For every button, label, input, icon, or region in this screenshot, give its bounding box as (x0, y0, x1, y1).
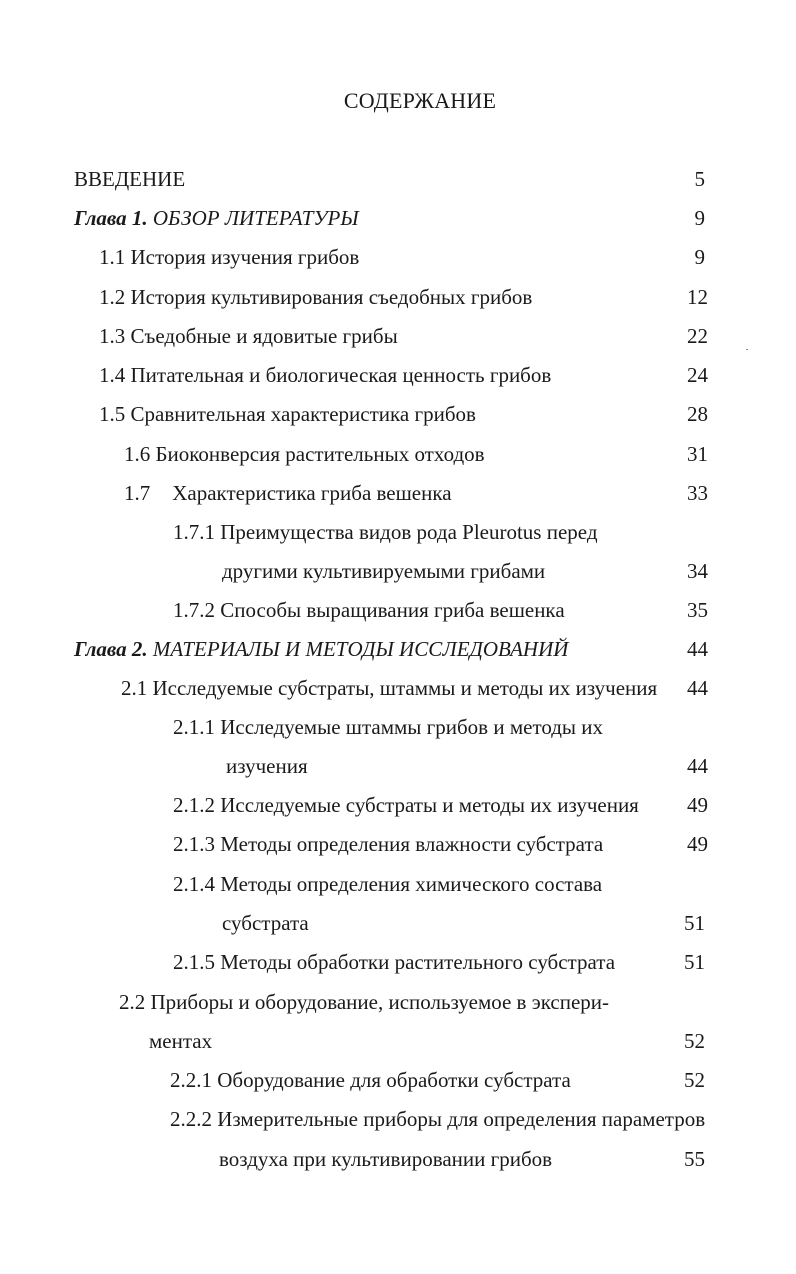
toc-entry-2-1-3: 2.1.3 Методы определения влажности субстрата (173, 832, 604, 856)
toc-entry-2-2-1: 2.2.1 Оборудование для обработки субстрата (170, 1068, 571, 1092)
toc-entry-2-1-4: 2.1.4 Методы определения химического состава (173, 872, 603, 896)
toc-entry-2-1-4-cont: субстрата (222, 911, 309, 935)
page-title: СОДЕРЖАНИЕ (343, 88, 497, 113)
toc-entry-1-1: 1.1 История изучения грибов (99, 245, 360, 269)
section-1-7-title: Характеристика гриба вешенка (172, 481, 452, 505)
toc-page-1-5: 28 (687, 402, 708, 426)
toc-page-1-3: 22 (687, 324, 708, 348)
toc-entry-1-4: 1.4 Питательная и биологическая ценность грибов (99, 363, 552, 387)
toc-entry-1-2: 1.2 История культивирования съедобных грибов (99, 285, 533, 309)
toc-entry-1-7-1: 1.7.1 Преимущества видов рода Pleurotus перед (173, 520, 598, 544)
toc-entry-1-7-2: 1.7.2 Способы выращивания гриба вешенка (173, 598, 565, 622)
toc-entry-2-1-1: 2.1.1 Исследуемые штаммы грибов и методы их (173, 715, 604, 739)
toc-entry-2-2-2-cont: воздуха при культивировании грибов (219, 1147, 553, 1171)
toc-entry-1-5: 1.5 Сравнительная характеристика грибов (99, 402, 476, 426)
toc-page-2-2-1: 52 (684, 1068, 705, 1092)
toc-entry-2-1-1-cont: изучения (226, 754, 308, 778)
toc-entry-1-6: 1.6 Биоконверсия растительных отходов (124, 442, 485, 466)
section-1-7-number: 1.7 (124, 481, 151, 505)
toc-entry-intro: ВВЕДЕНИЕ (74, 167, 186, 191)
toc-page-2-1: 44 (687, 676, 708, 700)
scan-speck (746, 349, 748, 350)
toc-page-1-6: 31 (687, 442, 708, 466)
toc-page-2-1-5: 51 (684, 950, 705, 974)
toc-entry-2-1-5: 2.1.5 Методы обработки растительного субстрата (173, 950, 616, 974)
toc-entry-1-7 (124, 480, 452, 506)
toc-page-chapter-1: 9 (694, 206, 705, 230)
toc-page-2-2: 52 (684, 1029, 705, 1053)
toc-entry-2-2: 2.2 Приборы и оборудование, используемое в экспери- (119, 990, 610, 1014)
toc-page-1-1: 9 (694, 245, 705, 269)
toc-entry-2-1: 2.1 Исследуемые субстраты, штаммы и методы их изучения (121, 676, 658, 700)
toc-entry-2-2-2: 2.2.2 Измерительные приборы для определения параметров (170, 1107, 706, 1131)
toc-page-2-1-1: 44 (687, 754, 708, 778)
toc-entry-2-2-cont: ментах (149, 1029, 213, 1053)
toc-page-2-1-4: 51 (684, 911, 705, 935)
toc-page-2-1-2: 49 (687, 793, 708, 817)
toc-entry-1-7-1-cont: другими культивируемыми грибами (222, 559, 546, 583)
toc-entry-1-3: 1.3 Съедобные и ядовитые грибы (99, 324, 398, 348)
toc-page-2-1-3: 49 (687, 832, 708, 856)
toc-page-1-2: 12 (687, 285, 708, 309)
chapter-2-label: Глава 2. (74, 637, 148, 661)
chapter-1-label: Глава 1. (74, 206, 148, 230)
toc-entry-2-1-2: 2.1.2 Исследуемые субстраты и методы их изучения (173, 793, 639, 817)
toc-page-chapter-2: 44 (687, 637, 708, 661)
chapter-2-title: МАТЕРИАЛЫ И МЕТОДЫ ИССЛЕДОВАНИЙ (147, 637, 569, 661)
toc-entry-chapter-2 (74, 636, 568, 662)
toc-entry-chapter-1 (74, 205, 359, 231)
toc-page-1-4: 24 (687, 363, 708, 387)
toc-page-1-7-1: 34 (687, 559, 708, 583)
toc-page-1-7: 33 (687, 481, 708, 505)
chapter-1-title: ОБЗОР ЛИТЕРАТУРЫ (147, 206, 359, 230)
toc-page-2-2-2: 55 (684, 1147, 705, 1171)
toc-page-intro: 5 (694, 167, 705, 191)
toc-page-1-7-2: 35 (687, 598, 708, 622)
